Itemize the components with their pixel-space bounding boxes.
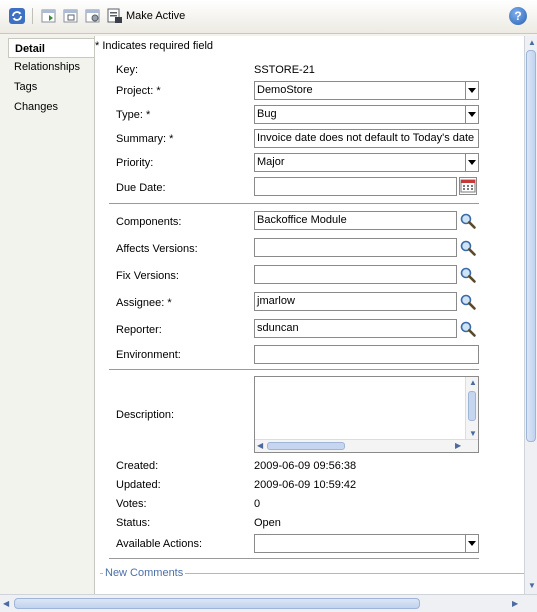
reporter-label: Reporter: xyxy=(116,324,162,336)
vertical-scrollbar-thumb[interactable] xyxy=(526,50,536,442)
environment-label: Environment: xyxy=(116,349,181,361)
settings-icon[interactable] xyxy=(84,7,102,25)
chevron-down-icon[interactable] xyxy=(465,82,478,99)
type-label: Type: * xyxy=(116,109,151,121)
affects-versions-label: Affects Versions: xyxy=(116,243,198,255)
due-date-input[interactable] xyxy=(254,177,457,196)
components-label: Components: xyxy=(116,216,182,228)
description-vertical-scrollbar[interactable]: ▲ ▼ xyxy=(465,377,478,440)
help-icon[interactable]: ? xyxy=(509,7,527,25)
fix-versions-input[interactable] xyxy=(254,265,457,284)
search-icon[interactable] xyxy=(459,212,477,230)
updated-value: 2009-06-09 10:59:42 xyxy=(254,479,357,491)
nav-item-tags[interactable]: Tags xyxy=(14,81,38,93)
detail-panel xyxy=(94,36,524,594)
description-label: Description: xyxy=(116,409,175,421)
new-window-icon[interactable] xyxy=(62,7,80,25)
assignee-label: Assignee: * xyxy=(116,297,172,309)
due-date-label: Due Date: xyxy=(116,182,166,194)
toolbar xyxy=(0,0,537,34)
chevron-down-icon[interactable] xyxy=(465,535,478,552)
components-input[interactable]: Backoffice Module xyxy=(254,211,457,230)
description-horizontal-scrollbar[interactable]: ◀ ▶ xyxy=(255,439,478,452)
summary-label: Summary: * xyxy=(116,133,174,145)
section-divider xyxy=(109,203,479,204)
vertical-scrollbar[interactable]: ▲ ▼ xyxy=(524,36,537,594)
available-actions-select[interactable] xyxy=(254,534,479,553)
description-textarea[interactable] xyxy=(254,376,479,453)
required-field-note: * Indicates required field xyxy=(95,40,214,52)
side-nav xyxy=(8,36,94,594)
section-divider xyxy=(109,558,479,559)
search-icon[interactable] xyxy=(459,293,477,311)
section-divider xyxy=(109,369,479,370)
status-value: Open xyxy=(254,517,281,529)
summary-input[interactable]: Invoice date does not default to Today's date xyxy=(254,129,479,148)
votes-value: 0 xyxy=(254,498,261,510)
make-active-icon[interactable] xyxy=(106,7,124,25)
new-comments-label[interactable]: New Comments xyxy=(105,567,184,579)
search-icon[interactable] xyxy=(459,239,477,257)
make-active-button[interactable]: Make Active xyxy=(126,10,186,22)
nav-item-changes[interactable]: Changes xyxy=(14,101,59,113)
calendar-icon[interactable] xyxy=(459,177,477,195)
refresh-icon[interactable] xyxy=(8,7,26,25)
priority-select[interactable] xyxy=(254,153,479,172)
type-value: Bug xyxy=(257,108,277,120)
status-label: Status: xyxy=(116,517,151,529)
open-task-icon[interactable] xyxy=(40,7,58,25)
environment-input[interactable] xyxy=(254,345,479,364)
nav-item-relationships[interactable]: Relationships xyxy=(14,61,81,73)
horizontal-scrollbar[interactable]: ◀ ▶ xyxy=(0,594,537,612)
project-select[interactable] xyxy=(254,81,479,100)
project-label: Project: * xyxy=(116,85,161,97)
horizontal-scrollbar-thumb[interactable] xyxy=(14,598,420,609)
chevron-down-icon[interactable] xyxy=(465,154,478,171)
key-value: SSTORE-21 xyxy=(254,64,315,76)
affects-versions-input[interactable] xyxy=(254,238,457,257)
chevron-down-icon[interactable] xyxy=(465,106,478,123)
search-icon[interactable] xyxy=(459,266,477,284)
search-icon[interactable] xyxy=(459,320,477,338)
reporter-input[interactable]: sduncan xyxy=(254,319,457,338)
created-value: 2009-06-09 09:56:38 xyxy=(254,460,357,472)
assignee-input[interactable]: jmarlow xyxy=(254,292,457,311)
priority-label: Priority: xyxy=(116,157,154,169)
available-actions-label: Available Actions: xyxy=(116,538,203,550)
toolbar-separator xyxy=(32,8,33,24)
priority-value: Major xyxy=(257,156,285,168)
key-label: Key: xyxy=(116,64,139,76)
updated-label: Updated: xyxy=(116,479,161,491)
project-value: DemoStore xyxy=(257,84,313,96)
nav-item-detail[interactable]: Detail xyxy=(8,38,94,58)
type-select[interactable] xyxy=(254,105,479,124)
created-label: Created: xyxy=(116,460,159,472)
votes-label: Votes: xyxy=(116,498,147,510)
new-comments-section xyxy=(100,567,524,595)
fix-versions-label: Fix Versions: xyxy=(116,270,179,282)
